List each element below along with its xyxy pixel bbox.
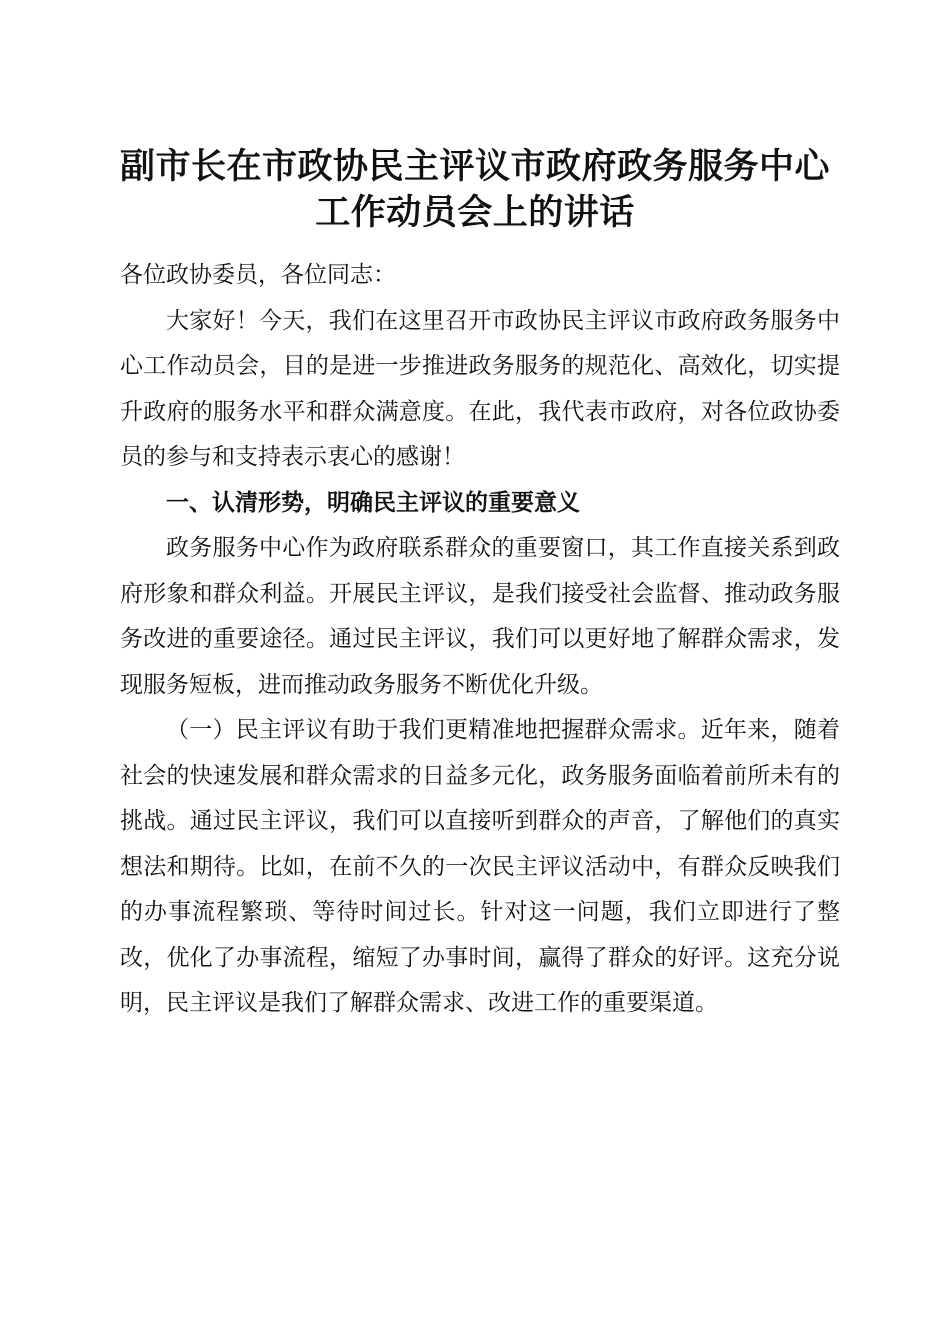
salutation: 各位政协委员，各位同志：	[120, 262, 396, 288]
paragraph-subsection1	[120, 708, 840, 1027]
document-title-line2: 工作动员会上的讲话	[315, 192, 635, 233]
section-heading-1: 一、认清形势，明确民主评议的重要意义	[166, 489, 580, 516]
document-title-line1: 副市长在市政协民主评议市政府政务服务中心	[119, 146, 830, 187]
paragraph-opening: 大家好！今天，我们在这里召开市政协民主评议市政府政务服务中心工作动员会，目的是进一步推进政务服务的规范化、高效化，切实提升政府的服务水平和群众满意度。在此，我代表市政府，对各位政协委员的参与和支持表示衷心的感谢！	[120, 307, 840, 470]
paragraph-section1: 政务服务中心作为政府联系群众的重要窗口，其工作直接关系到政府形象和群众利益。开展民主评议，是我们接受社会监督、推动政务服务改进的重要途径。通过民主评议，我们可以更好地了解群众需求，发现服务短板，进而推动政务服务不断优化升级。	[120, 535, 840, 698]
subsection-1-text: 近年来，随着社会的快速发展和群众需求的日益多元化，政务服务面临着前所未有的挑战。通过民主评议，我们可以直接听到群众的声音，了解他们的真实想法和期待。比如，在前不久的一次民主评议活动中，有群众反映我们的办事流程繁琐、等待时间过长。针对这一问题，我们立即进行了整改，优化了办事流程，缩短了办事时间，赢得了群众的好评。这充分说明，民主评议是我们了解群众需求、改进工作的重要渠道。	[120, 717, 840, 1016]
document-body	[120, 253, 840, 1027]
subsection-1-lead: （一）民主评议有助于我们更精准地把握群众需求。	[166, 717, 701, 743]
